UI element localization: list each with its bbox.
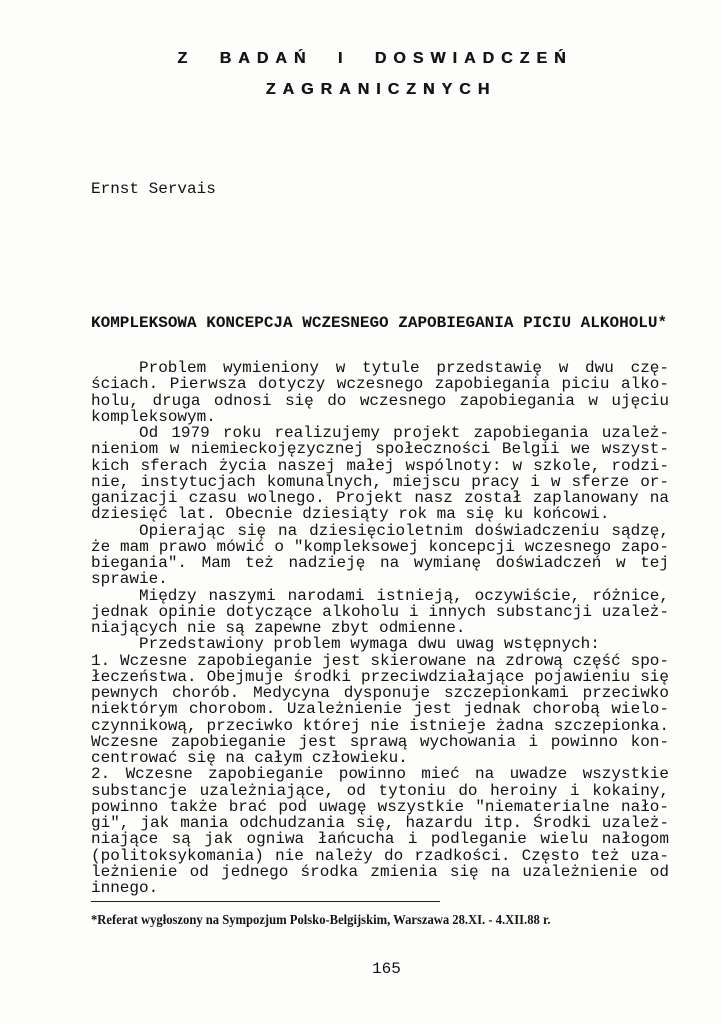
body-line: biegania". Mam też nadzieję na wymianę doświadczeń w tej (91, 554, 669, 572)
body-line: nie, instytucjach komunalnych, miejscu pracy i w sferze or- (91, 472, 669, 491)
body-line: Między naszymi narodami istnieją, oczywiście, różnice, (139, 586, 669, 605)
body-line: czynnikową, przeciwko której nie istnieje żadna szczepionka. (91, 716, 669, 735)
body-line: 1. Wczesne zapobieganie jest skierowane na zdrową część spo- (91, 651, 669, 670)
body-line: Wczesne zapobieganie jest sprawą wychowania i powinno kon- (91, 732, 669, 751)
body-line: nieniom w niemieckojęzycznej społeczności Belgii we wszyst- (91, 440, 669, 459)
body-line: pewnych chorób. Medycyna dysponuje szczepionkami przeciwko (91, 684, 669, 702)
body-line: leżnienie od jednego środka zmienia się na uzależnienie od (91, 862, 669, 881)
body-line: jednak opinie dotyczące alkoholu i innych substancji uzależ- (91, 602, 669, 621)
body-line: innego. (91, 879, 159, 897)
author-name: Ernst Servais (91, 180, 216, 198)
body-line: 2. Wczesne zapobieganie powinno mieć na uwadze wszystkie (91, 765, 669, 784)
page-number: 165 (372, 960, 401, 978)
body-line: niających nie są zapewne zbyt odmienne. (91, 619, 466, 637)
body-line: Opierając się na dziesięcioletnim doświadczeniu sądzę, (139, 521, 669, 540)
body-line: holu, druga odnosi się do wczesnego zapobiegania w ujęciu (91, 391, 669, 410)
body-line: centrować się na całym człowieku. (91, 749, 408, 767)
footnote-separator (91, 901, 440, 902)
body-line: kompleksowym. (91, 407, 216, 426)
section-header-line-2: ZAGRANICZNYCH (265, 81, 497, 98)
section-header-line-1: Z BADAŃ I DOSWIADCZEŃ (177, 50, 573, 67)
body-line: kich sferach życia naszej małej wspólnoty: w szkole, rodzi- (91, 456, 669, 475)
body-line: dziesięć lat. Obecnie dziesiąty rok ma się ku końcowi. (91, 505, 610, 524)
body-line: (politoksykomania) nie należy do rzadkości. Często też uza- (91, 846, 669, 865)
body-line: sprawie. (91, 570, 168, 589)
article-body (91, 360, 669, 896)
body-line: że mam prawo mówić o "kompleksowej koncepcji wczesnego zapo- (91, 537, 669, 556)
body-line: łeczeństwa. Obejmuje środki przeciwdziałające pojawieniu się (91, 667, 669, 686)
body-line: Problem wymieniony w tytule przedstawię w dwu czę- (139, 359, 669, 377)
body-line: ganizacji czasu wolnego. Projekt nasz został zaplanowany na (91, 489, 669, 507)
body-line: Przedstawiony problem wymaga dwu uwag wstępnych: (139, 635, 600, 654)
body-line: substancje uzależniające, od tytoniu do heroiny i kokainy, (91, 781, 669, 800)
footnote: *Referat wygłoszony na Sympozjum Polsko-Belgijskim, Warszawa 28.XI. - 4.XII.88 r. (91, 913, 551, 928)
article-title: KOMPLEKSOWA KONCEPCJA WCZESNEGO ZAPOBIEGANIA PICIU ALKOHOLU* (91, 314, 668, 332)
body-line: Od 1979 roku realizujemy projekt zapobiegania uzależ- (139, 424, 669, 442)
body-line: niające są jak ogniwa łańcucha i podleganie wielu nałogom (91, 830, 669, 849)
body-line: gi", jak mania odchudzania się, hazardu itp. Środki uzależ- (91, 814, 669, 832)
body-line: ściach. Pierwsza dotyczy wczesnego zapobiegania piciu alko- (91, 375, 669, 394)
body-line: niektórym chorobom. Uzależnienie jest jednak chorobą wielo- (91, 700, 669, 719)
body-line: powinno także brać pod uwagę wszystkie "niematerialne nało- (91, 797, 669, 816)
